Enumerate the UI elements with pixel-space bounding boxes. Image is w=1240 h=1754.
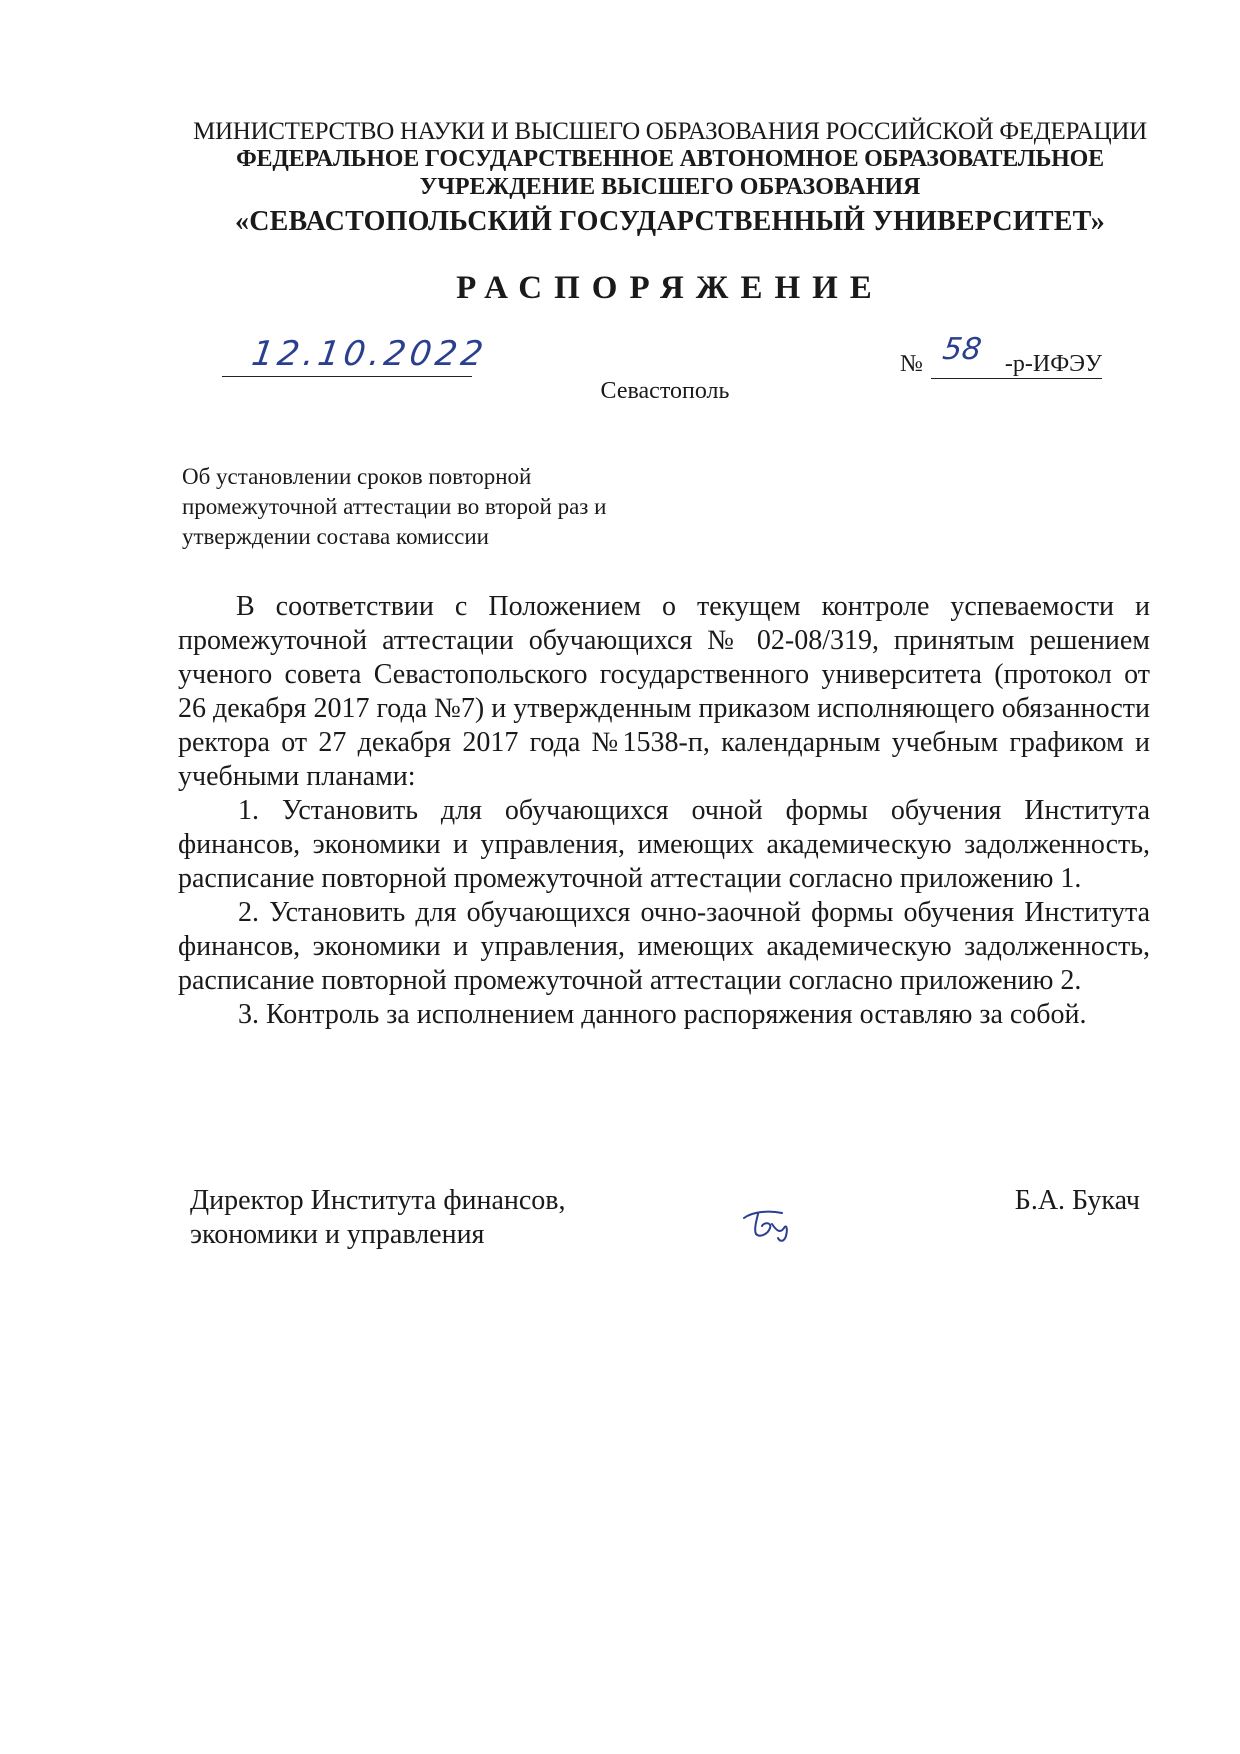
date-field (222, 334, 490, 377)
list-item: 1. Установить для обучающихся очной формы обучения Института финансов, экономики и управления, имеющих академическую задолженность, расписание повторной промежуточной аттестации согласно приложению 1. (178, 795, 1150, 894)
list-item: 3. Контроль за исполнением данного распоряжения оставляю за собой. (238, 999, 1087, 1030)
document-number (900, 332, 1103, 379)
signature-block (190, 1184, 1140, 1264)
federal-heading: ФЕДЕРАЛЬНОЕ ГОСУДАРСТВЕННОЕ АВТОНОМНОЕ ОБРАЗОВАТЕЛЬНОЕ (236, 146, 1104, 172)
handwritten-number: 58 (940, 332, 984, 367)
handwritten-date: 12.10.2022 (249, 334, 490, 374)
body-text (178, 590, 1150, 1032)
number-sign: № (900, 351, 923, 377)
director-title-line-1: Директор Института финансов, (190, 1185, 566, 1216)
institution-heading: УЧРЕЖДЕНИЕ ВЫСШЕГО ОБРАЗОВАНИЯ (419, 174, 921, 200)
university-heading: «СЕВАСТОПОЛЬСКИЙ ГОСУДАРСТВЕННЫЙ УНИВЕРСИТЕТ» (235, 206, 1105, 237)
document-type-title: РАСПОРЯЖЕНИЕ (456, 270, 884, 306)
number-blank (931, 332, 1003, 379)
intro-paragraph: В соответствии с Положением о текущем контроле успеваемости и промежуточной аттестации обучающихся № 02-08/319, принятым решением ученого совета Севастопольского государственного университета (протокол от 26 декабря 2017 года №7) и утвержденным приказом исполняющего обязанности ректора от 27 декабря 2017 года №1538-п, календарным учебным графиком и учебными планами: (178, 591, 1150, 792)
ministry-heading: МИНИСТЕРСТВО НАУКИ И ВЫСШЕГО ОБРАЗОВАНИЯ РОССИЙСКОЙ ФЕДЕРАЦИИ (193, 118, 1147, 145)
director-name: Б.А. Букач (1014, 1185, 1140, 1216)
handwritten-signature (738, 1204, 798, 1244)
director-title-line-2: экономики и управления (190, 1219, 485, 1250)
city-label: Севастополь (600, 378, 730, 404)
number-suffix: -р-ИФЭУ (1004, 351, 1103, 377)
director-title (190, 1184, 620, 1252)
list-item: 2. Установить для обучающихся очно-заочной формы обучения Института финансов, экономики и управления, имеющих академическую задолженность, расписание повторной промежуточной аттестации согласно приложению 2. (178, 897, 1150, 996)
subject-text: Об установлении сроков повторной промежуточной аттестации во второй раз и утверждении состава комиссии (182, 464, 607, 549)
